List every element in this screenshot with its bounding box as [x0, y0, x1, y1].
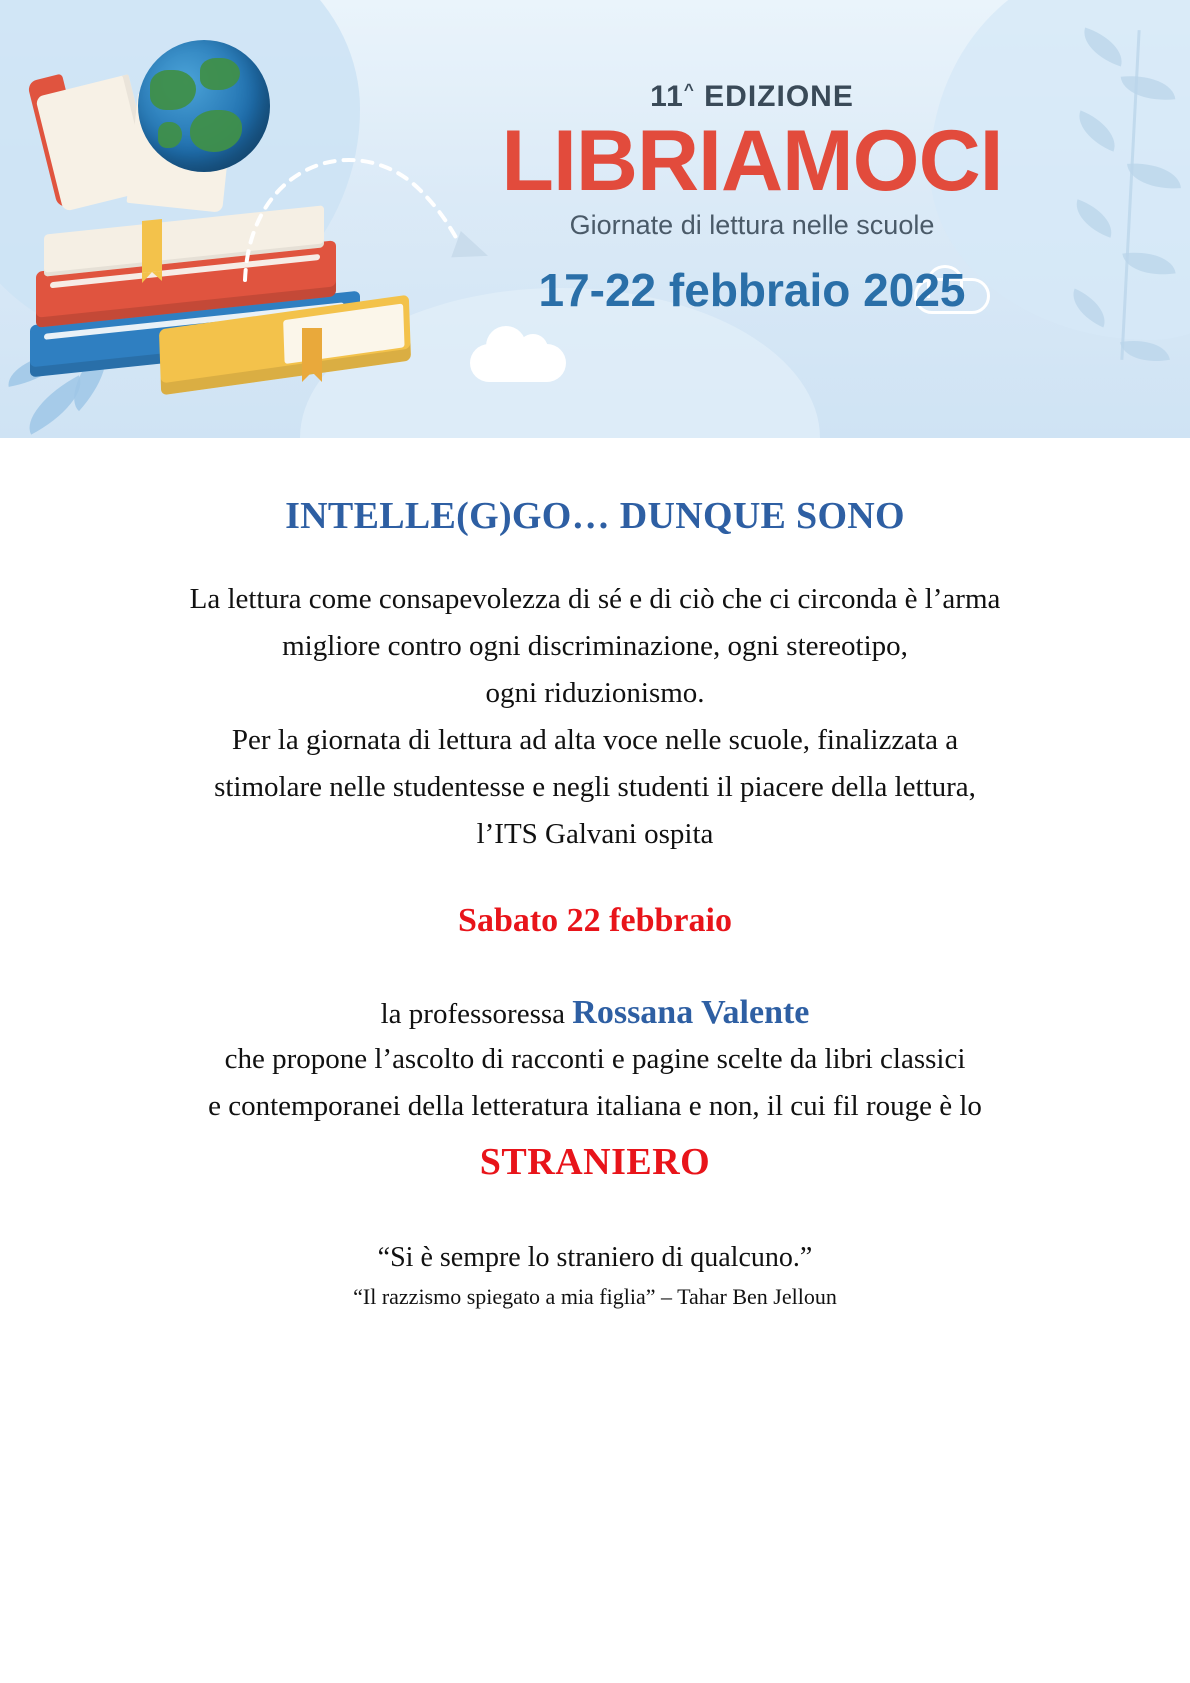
spacer: [110, 940, 1080, 994]
intro-paragraph-line: La lettura come consapevolezza di sé e di ciò che ci circonda è l’arma: [189, 583, 1001, 615]
globe-landmass: [150, 70, 196, 110]
banner-logo-title: LIBRIAMOCI: [501, 113, 1003, 209]
intro-paragraph-line: ogni riduzionismo.: [485, 676, 705, 709]
description-line: e contemporanei della letteratura italiana e non, il cui fil rouge è lo: [208, 1089, 982, 1122]
banner-edition: [442, 80, 1062, 114]
globe-landmass: [200, 58, 240, 90]
dashed-flight-path: [240, 120, 470, 290]
banner-text-block: [442, 80, 1062, 317]
theme-word: STRANIERO: [479, 1140, 711, 1183]
intro-paragraph-line: Per la giornata di lettura ad alta voce nelle scuole, finalizzata a: [231, 723, 959, 756]
banner-edition-number: 11: [650, 80, 684, 113]
document-body: [0, 438, 1190, 1310]
bookmark-icon: [302, 328, 322, 372]
intro-paragraph-line: migliore contro ogni discriminazione, ogni stereotipo,: [282, 629, 908, 662]
speaker-name: Rossana Valente: [572, 993, 810, 1031]
quote-source: “Il razzismo spiegato a mia figlia” – Tahar Ben Jelloun: [353, 1283, 837, 1309]
intro-paragraph-line: stimolare nelle studentesse e negli studenti il piacere della lettura,: [214, 770, 976, 803]
banner-subtitle: Giornate di lettura nelle scuole: [569, 210, 935, 240]
banner-edition-suffix: ^: [683, 80, 695, 99]
quote-text: “Si è sempre lo straniero di qualcuno.”: [377, 1241, 813, 1273]
banner-dates: 17-22 febbraio 2025: [538, 264, 966, 316]
description-line: che propone l’ascolto di racconti e pagine scelte da libri classici: [224, 1042, 966, 1075]
spacer: [110, 858, 1080, 902]
speaker-line: [110, 994, 1080, 1032]
banner-edition-label: EDIZIONE: [704, 80, 854, 113]
bookmark-icon: [142, 219, 162, 273]
cloud-icon: [470, 344, 566, 382]
globe-landmass: [158, 122, 182, 148]
globe-landmass: [190, 110, 242, 152]
speaker-prefix: la professoressa: [380, 997, 573, 1030]
page-title: INTELLE(G)GO… DUNQUE SONO: [285, 495, 905, 537]
event-date: Sabato 22 febbraio: [458, 901, 732, 939]
spacer: [110, 1184, 1080, 1242]
libriamoci-banner: [0, 0, 1190, 438]
intro-paragraph-line: l’ITS Galvani ospita: [476, 817, 714, 850]
